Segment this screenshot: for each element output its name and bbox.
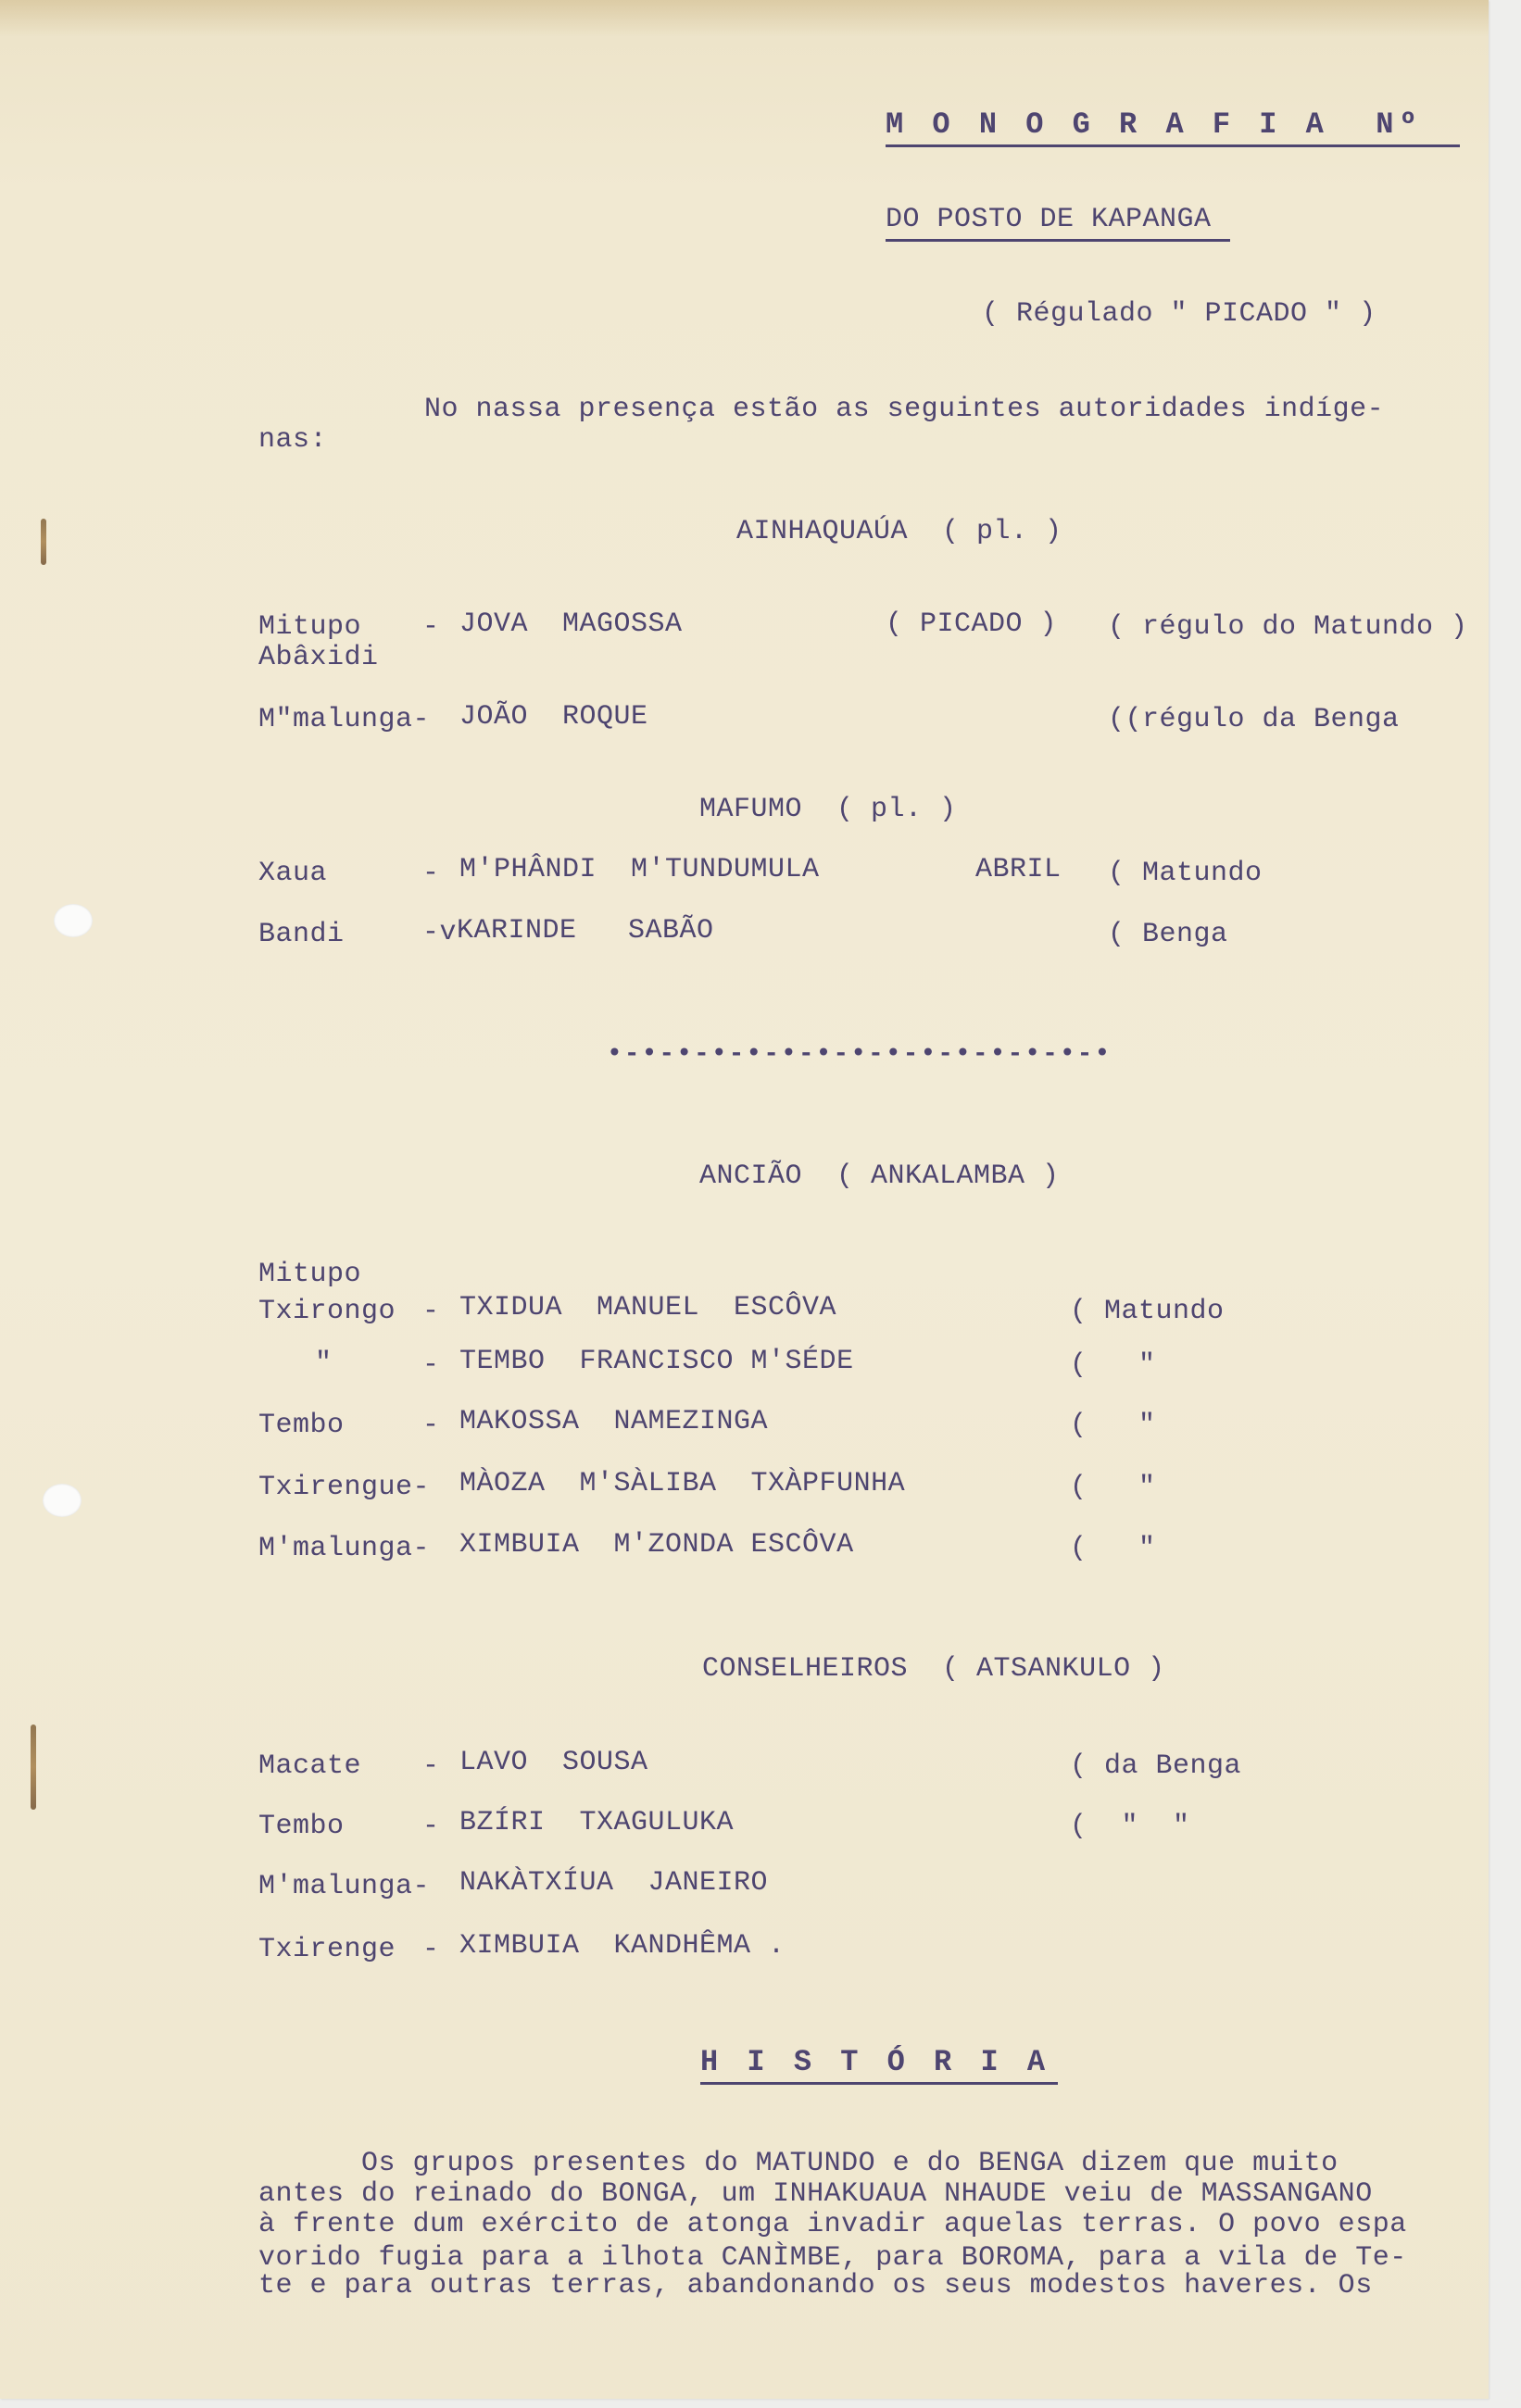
row-name: KARINDE SABÃO [457,915,714,947]
row-name: XIMBUIA KANDHÊMA . [459,1930,786,1962]
row-label: Txirengue- [258,1472,431,1503]
rust-mark-top [41,519,46,565]
row-extra: ( PICADO ) [886,608,1058,640]
document-title: M O N O G R A F I A Nº [886,109,1460,147]
row-place: ( Benga [1108,919,1228,950]
row-label: M"malunga- [258,704,431,735]
row-label-secondary: Abâxidi [258,642,379,673]
row-name: JOÃO ROQUE [459,701,648,733]
row-place: ( da Benga [1070,1750,1242,1782]
row-place: ( " [1070,1533,1156,1564]
row-dash: - [422,1410,440,1441]
paragraph-line: antes do reinado do BONGA, um INHAKUAUA NHAUDE veiu de MASSANGANO [258,2178,1373,2210]
row-label: M'malunga- [258,1533,431,1564]
row-label: M'malunga- [258,1871,431,1902]
intro-line-2: nas: [258,424,328,456]
historia-heading: H I S T Ó R I A [700,2047,1058,2085]
row-place: ( régulo do Matundo ) [1108,611,1468,643]
section-heading-mafumo: MAFUMO ( pl. ) [699,794,957,825]
row-name: JOVA MAGOSSA [459,608,683,640]
row-label: Xaua [258,858,328,889]
row-name: XIMBUIA M'ZONDA ESCÔVA [459,1529,854,1561]
row-dash: - [422,1811,440,1842]
row-name: NAKÀTXÍUA JANEIRO [459,1867,769,1899]
row-name: MÀOZA M'SÀLIBA TXÀPFUNHA [459,1468,906,1499]
rust-mark-bottom [31,1724,36,1810]
row-label: Macate [258,1750,362,1782]
row-dash: - [422,858,440,889]
row-dash: - [422,1750,440,1782]
regulado-label: ( Régulado " PICADO " ) [982,298,1376,330]
row-place: ( Matundo [1070,1296,1225,1327]
row-label-secondary: Txirongo [258,1296,396,1327]
section-heading-conselheiros: CONSELHEIROS ( ATSANKULO ) [702,1653,1165,1685]
row-place: ( " " [1070,1811,1190,1842]
row-place: ( Matundo [1108,858,1263,889]
punch-hole-upper [54,904,93,937]
row-name: LAVO SOUSA [459,1747,648,1778]
row-label: Mitupo [258,611,362,643]
row-label: Txirenge [258,1934,396,1965]
row-label: Bandi [258,919,345,950]
row-name: M'PHÂNDI M'TUNDUMULA [459,854,820,885]
row-label: Tembo [258,1410,345,1441]
row-place: ( " [1070,1410,1156,1441]
row-label: Tembo [258,1811,345,1842]
paragraph-line: vorido fugia para a ilhota CANÌMBE, para BOROMA, para a vila de Te- [258,2242,1407,2274]
row-place: ( " [1070,1349,1156,1381]
row-dash: - [422,1934,440,1965]
row-dash: - [422,1349,440,1381]
row-name: TXIDUA MANUEL ESCÔVA [459,1292,837,1323]
row-place: ((régulo da Benga [1108,704,1400,735]
paragraph-line: à frente dum exército de atonga invadir aquelas terras. O povo espa [258,2209,1407,2240]
row-dash: -v [422,917,458,948]
section-heading-anciao: ANCIÃO ( ANKALAMBA ) [699,1160,1060,1192]
document-subtitle: DO POSTO DE KAPANGA [886,204,1230,242]
row-dash: - [422,1296,440,1327]
row-name: TEMBO FRANCISCO M'SÉDE [459,1346,854,1377]
section-heading-ainhaquaua: AINHAQUAÚA ( pl. ) [736,516,1062,547]
row-label: Mitupo [258,1259,362,1290]
paragraph-line: te e para outras terras, abandonando os seus modestos haveres. Os [258,2270,1373,2301]
row-dash: - [422,611,440,643]
punch-hole-lower [43,1484,82,1517]
row-label: " [315,1348,333,1379]
intro-line-1: No nassa presença estão as seguintes autoridades indíge- [424,394,1385,425]
row-name: BZÍRI TXAGULUKA [459,1807,735,1838]
row-place: ( " [1070,1472,1156,1503]
row-extra: ABRIL [975,854,1062,885]
paragraph-line: Os grupos presentes do MATUNDO e do BENGA dizem que muito [258,2148,1339,2179]
section-divider: •-•-•-•-•-•-•-•-•-•-•-•-•-•-• [607,1040,1112,1069]
row-name: MAKOSSA NAMEZINGA [459,1406,769,1437]
